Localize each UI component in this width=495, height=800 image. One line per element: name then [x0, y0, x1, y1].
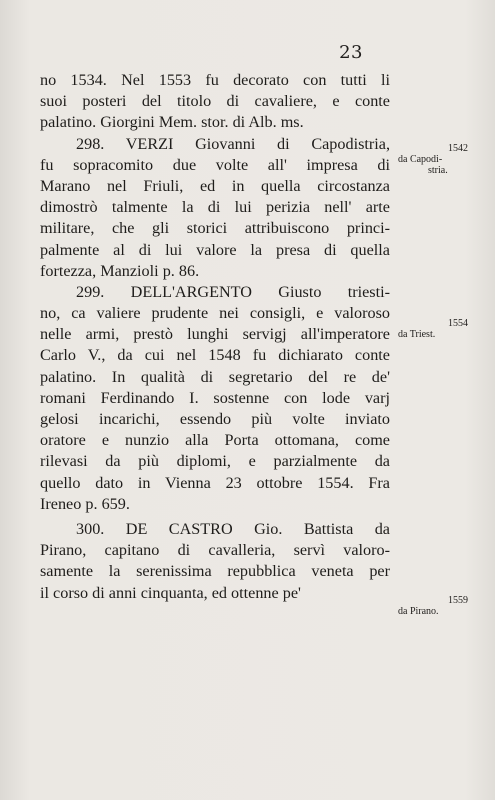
text-line: dimostrò talmente la di lui perizia nell' arte — [40, 198, 390, 217]
text-line: samente la serenissima repubblica veneta per — [40, 562, 390, 581]
text-line: il corso di anni cinquanta, ed ottenne pe' — [40, 583, 301, 602]
text-line: Marano nel Friuli, ed in quella circostanza — [40, 176, 390, 195]
text-line: no 1534. Nel 1553 fu decorato con tutti li — [40, 71, 390, 89]
margin-note-decastro — [398, 595, 468, 617]
text-line: palatino. Giorgini Mem. stor. di Alb. ms. — [40, 113, 304, 132]
text-line: gelosi incarichi, essendo più volte inviato — [40, 410, 390, 428]
margin-note-place-cont: stria. — [428, 165, 448, 176]
text-line: 300. DE CASTRO Gio. Battista da — [76, 519, 390, 538]
body-text — [40, 70, 390, 604]
text-line: militare, che gli storici attribuiscono princi- — [40, 219, 390, 238]
text-line: quello dato in Vienna 23 ottobre 1554. Fra — [40, 473, 390, 492]
page-number: 23 — [339, 42, 363, 63]
text-line: fu sopracomito due volte all' impresa di — [40, 155, 390, 174]
text-line: oratore e nunzio alla Porta ottomana, come — [40, 431, 390, 450]
margin-note-dellargento — [398, 318, 468, 340]
text-line: Ireneo p. 659. — [40, 494, 130, 513]
text-line: no, ca valiere prudente nei consigli, e valoroso — [40, 304, 390, 323]
text-line: Carlo V., da cui nel 1548 fu dichiarato conte — [40, 346, 390, 365]
text-line: romani Ferdinando I. sostenne con lode varj — [40, 388, 390, 407]
margin-note-year: 1542 — [448, 143, 468, 154]
text-line: palatino. In qualità di segretario del re de' — [40, 367, 390, 386]
margin-note-place: da Pirano. — [398, 606, 439, 617]
text-line: Pirano, capitano di cavalleria, servì valoro- — [40, 541, 390, 560]
text-line: nelle armi, prestò lunghi servigj all'imperatore — [40, 325, 390, 344]
text-line: rilevasi da più diplomi, e parzialmente da — [40, 452, 390, 471]
margin-note-year: 1554 — [448, 318, 468, 329]
text-line: 299. DELL'ARGENTO Giusto triesti- — [76, 282, 390, 301]
margin-note-verzi — [398, 143, 468, 176]
text-line: palmente al di lui valore la presa di quella — [40, 240, 390, 259]
text-line: suoi posteri del titolo di cavaliere, e conte — [40, 92, 390, 111]
margin-note-place: da Capodi- — [398, 154, 443, 165]
margin-note-year: 1559 — [448, 595, 468, 606]
text-line: 298. VERZI Giovanni di Capodistria, — [76, 134, 390, 153]
text-line: fortezza, Manzioli p. 86. — [40, 261, 200, 280]
margin-note-place: da Triest. — [398, 329, 436, 340]
